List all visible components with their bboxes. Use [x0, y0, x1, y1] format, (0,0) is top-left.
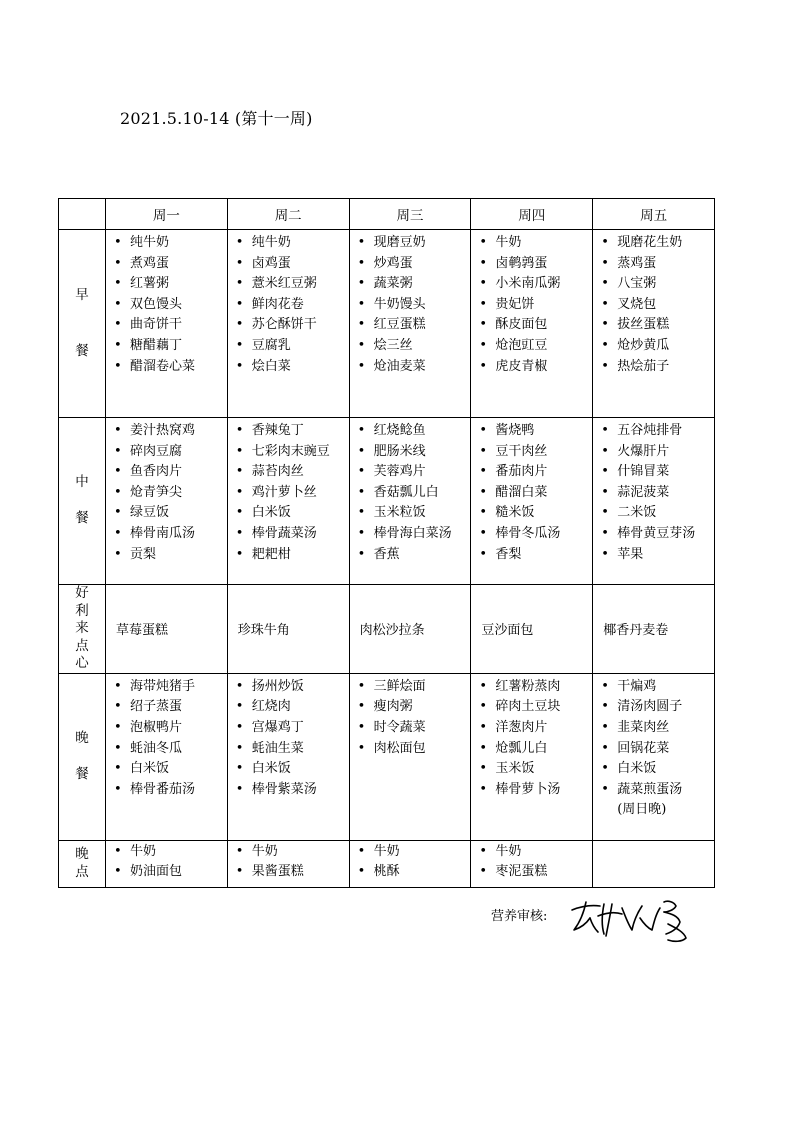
menu-item: • 鲜肉花卷	[236, 295, 349, 316]
menu-item: • 白米饭	[601, 759, 714, 780]
day-header: 周五	[593, 199, 715, 230]
menu-item: • 清汤肉圆子	[601, 697, 714, 718]
menu-item: • 二米饭	[601, 503, 714, 524]
menu-cell	[471, 230, 593, 418]
menu-cell	[349, 418, 471, 585]
menu-list	[228, 418, 349, 569]
snack-row	[59, 585, 715, 674]
menu-cell	[593, 230, 715, 418]
menu-list	[593, 841, 714, 846]
menu-cell	[471, 418, 593, 585]
menu-cell	[227, 418, 349, 585]
menu-item: • 虎皮青椒	[479, 357, 592, 378]
menu-item: • 牛奶	[114, 842, 227, 863]
menu-list	[593, 418, 714, 569]
meal-label-char: 餐	[75, 765, 89, 782]
menu-item-note: (周日晚)	[617, 802, 667, 818]
meal-label-char: 餐	[75, 510, 89, 526]
menu-item: • 烩三丝	[358, 336, 471, 357]
label-chars	[75, 585, 89, 673]
meal-label	[59, 840, 106, 887]
menu-item: • 瘦肉粥	[358, 697, 471, 718]
snack-cell: 豆沙面包	[471, 585, 593, 674]
menu-cell	[349, 230, 471, 418]
menu-item: • 枣泥蛋糕	[479, 862, 592, 883]
label-chars	[75, 846, 89, 881]
menu-item: • 卤鸡蛋	[236, 254, 349, 275]
label-chars	[75, 474, 89, 527]
menu-item: • 豆腐乳	[236, 336, 349, 357]
menu-list	[106, 841, 227, 887]
menu-item: • 桃酥	[358, 862, 471, 883]
menu-item: • 蒸鸡蛋	[601, 254, 714, 275]
menu-item: • 蒜苔肉丝	[236, 462, 349, 483]
menu-item: • 煮鸡蛋	[114, 254, 227, 275]
menu-item: • 棒骨紫菜汤	[236, 780, 349, 801]
menu-list	[106, 230, 227, 381]
menu-item: • 韭菜肉丝	[601, 718, 714, 739]
menu-cell	[349, 673, 471, 840]
menu-item: • 玉米饭	[479, 759, 592, 780]
menu-list	[350, 418, 471, 569]
meal-label	[59, 230, 106, 418]
menu-item: • 泡椒鸭片	[114, 718, 227, 739]
menu-item: • 棒骨黄豆芽汤	[601, 524, 714, 545]
menu-item: • 芙蓉鸡片	[358, 462, 471, 483]
corner-cell	[59, 199, 106, 230]
meal-label-char: 早	[75, 286, 89, 303]
menu-item: • 火爆肝片	[601, 442, 714, 463]
menu-item: • 洋葱肉片	[479, 718, 592, 739]
menu-item: • 鸡汁萝卜丝	[236, 483, 349, 504]
dinner-row	[59, 673, 715, 840]
breakfast-row	[59, 230, 715, 418]
menu-item: • 白米饭	[236, 503, 349, 524]
menu-item: • 贡梨	[114, 545, 227, 566]
menu-item: • 蔬菜煎蛋汤	[601, 780, 714, 801]
menu-item: • 红烧肉	[236, 697, 349, 718]
menu-item: • 碎肉豆腐	[114, 442, 227, 463]
menu-cell	[593, 418, 715, 585]
day-header: 周三	[349, 199, 471, 230]
menu-item: • 蔬菜粥	[358, 274, 471, 295]
meal-label-char: 餐	[75, 342, 89, 359]
weekly-menu-table	[58, 198, 715, 888]
menu-item: • 蒜泥菠菜	[601, 483, 714, 504]
menu-item: • 棒骨海白菜汤	[358, 524, 471, 545]
menu-list	[471, 841, 592, 887]
meal-label-char: 点	[75, 863, 89, 880]
menu-list	[471, 230, 592, 381]
menu-item: • 回锅花菜	[601, 739, 714, 760]
menu-item: • 豆干肉丝	[479, 442, 592, 463]
menu-list	[350, 674, 471, 763]
menu-item: • 纯牛奶	[236, 233, 349, 254]
menu-item: • 棒骨萝卜汤	[479, 780, 592, 801]
menu-list	[228, 230, 349, 381]
menu-item: • 现磨豆奶	[358, 233, 471, 254]
menu-item: • 棒骨蔬菜汤	[236, 524, 349, 545]
menu-list	[228, 841, 349, 887]
label-chars	[75, 730, 89, 783]
menu-list	[106, 674, 227, 805]
menu-cell	[471, 673, 593, 840]
menu-item: • 炝青笋尖	[114, 483, 227, 504]
menu-item: • 牛奶	[479, 233, 592, 254]
meal-label-char: 心	[75, 655, 89, 672]
menu-item: • 酥皮面包	[479, 315, 592, 336]
menu-item: • 红薯粥	[114, 274, 227, 295]
label-chars	[75, 287, 89, 360]
menu-cell	[106, 230, 228, 418]
menu-item: • 双色馒头	[114, 295, 227, 316]
menu-list	[350, 841, 471, 887]
meal-label-char: 晚	[75, 730, 89, 747]
night-snack-row	[59, 840, 715, 887]
menu-cell	[227, 840, 349, 887]
meal-label-char: 好	[75, 585, 89, 601]
meal-label-char: 来	[75, 620, 89, 637]
menu-item: • 碎肉土豆块	[479, 697, 592, 718]
menu-item: • 七彩肉末豌豆	[236, 442, 349, 463]
menu-item: • 奶油面包	[114, 862, 227, 883]
day-header: 周二	[227, 199, 349, 230]
menu-item: • 白米饭	[114, 759, 227, 780]
menu-list	[228, 674, 349, 805]
menu-item: • 小米南瓜粥	[479, 274, 592, 295]
menu-cell	[227, 230, 349, 418]
menu-item: • 鱼香肉片	[114, 462, 227, 483]
menu-item: • 炝瓢儿白	[479, 739, 592, 760]
menu-item: • 宫爆鸡丁	[236, 718, 349, 739]
menu-item: • 香辣兔丁	[236, 421, 349, 442]
menu-item: • 醋溜卷心菜	[114, 357, 227, 378]
snack-cell: 草莓蛋糕	[106, 585, 228, 674]
menu-item: • 纯牛奶	[114, 233, 227, 254]
menu-list	[471, 674, 592, 805]
menu-item: • 玉米粒饭	[358, 503, 471, 524]
menu-item: • 香菇瓢儿白	[358, 483, 471, 504]
menu-cell	[593, 840, 715, 887]
menu-item: • 牛奶	[479, 842, 592, 863]
menu-cell	[106, 673, 228, 840]
snack-cell: 珍珠牛角	[227, 585, 349, 674]
meal-label-char: 点	[75, 637, 89, 654]
day-header: 周一	[106, 199, 228, 230]
menu-item: • 红烧鲶鱼	[358, 421, 471, 442]
menu-list	[471, 418, 592, 569]
menu-item: • 棒骨南瓜汤	[114, 524, 227, 545]
menu-cell	[471, 840, 593, 887]
menu-item: • 炝泡豇豆	[479, 336, 592, 357]
menu-item: • 糙米饭	[479, 503, 592, 524]
snack-cell: 椰香丹麦卷	[593, 585, 715, 674]
menu-item: • 肥肠米线	[358, 442, 471, 463]
menu-item: • 香蕉	[358, 545, 471, 566]
menu-item: • 时令蔬菜	[358, 718, 471, 739]
menu-item: • 番茄肉片	[479, 462, 592, 483]
menu-list	[593, 230, 714, 381]
menu-item: • 红薯粉蒸肉	[479, 677, 592, 698]
menu-item: • 八宝粥	[601, 274, 714, 295]
menu-list	[593, 674, 714, 825]
menu-item: • 热烩茄子	[601, 357, 714, 378]
menu-cell	[106, 840, 228, 887]
menu-item: • 叉烧包	[601, 295, 714, 316]
menu-list	[106, 418, 227, 569]
menu-item: • 红豆蛋糕	[358, 315, 471, 336]
menu-item: • 果酱蛋糕	[236, 862, 349, 883]
meal-label	[59, 673, 106, 840]
menu-item: • 扬州炒饭	[236, 677, 349, 698]
menu-cell	[106, 418, 228, 585]
menu-item: • 绿豆饭	[114, 503, 227, 524]
menu-item: • 牛奶	[236, 842, 349, 863]
menu-item: • 牛奶馒头	[358, 295, 471, 316]
menu-item: • 牛奶	[358, 842, 471, 863]
menu-item: • 卤鹌鹑蛋	[479, 254, 592, 275]
menu-item: • 蚝油冬瓜	[114, 739, 227, 760]
menu-item: • 香梨	[479, 545, 592, 566]
approval-label: 营养审核:	[491, 909, 548, 924]
snack-cell: 肉松沙拉条	[349, 585, 471, 674]
menu-list	[350, 230, 471, 381]
menu-cell	[349, 840, 471, 887]
menu-item: • 棒骨冬瓜汤	[479, 524, 592, 545]
menu-item: • 酱烧鸭	[479, 421, 592, 442]
menu-item: • 蚝油生菜	[236, 739, 349, 760]
page-title: 2021.5.10-14 (第十一周)	[120, 109, 313, 128]
menu-item: • 苏仑酥饼干	[236, 315, 349, 336]
menu-cell	[593, 673, 715, 840]
menu-item: • 贵妃饼	[479, 295, 592, 316]
menu-item: • 糖醋藕丁	[114, 336, 227, 357]
menu-item: • 曲奇饼干	[114, 315, 227, 336]
menu-item: • 炝炒黄瓜	[601, 336, 714, 357]
day-header: 周四	[471, 199, 593, 230]
signature-image	[568, 894, 700, 946]
menu-item: • 烩白菜	[236, 357, 349, 378]
menu-item: • 现磨花生奶	[601, 233, 714, 254]
menu-item: • 肉松面包	[358, 739, 471, 760]
meal-label-char: 利	[75, 602, 89, 619]
menu-item: • 苹果	[601, 545, 714, 566]
menu-item: • 姜汁热窝鸡	[114, 421, 227, 442]
menu-item: • 棒骨番茄汤	[114, 780, 227, 801]
menu-item: • 炒鸡蛋	[358, 254, 471, 275]
menu-item: • 三鲜烩面	[358, 677, 471, 698]
menu-item: • 炝油麦菜	[358, 357, 471, 378]
menu-cell	[227, 673, 349, 840]
menu-item: • 五谷炖排骨	[601, 421, 714, 442]
meal-label	[59, 418, 106, 585]
menu-item: • 海带炖猪手	[114, 677, 227, 698]
meal-label-char: 晚	[75, 846, 89, 863]
menu-item: • 拔丝蛋糕	[601, 315, 714, 336]
menu-item: • 薏米红豆粥	[236, 274, 349, 295]
menu-item: • 什锦冒菜	[601, 462, 714, 483]
meal-label-char: 中	[75, 474, 89, 491]
menu-item: • 绍子蒸蛋	[114, 697, 227, 718]
menu-item: • 耙耙柑	[236, 545, 349, 566]
lunch-row	[59, 418, 715, 585]
menu-item: • 醋溜白菜	[479, 483, 592, 504]
header-row	[59, 199, 715, 230]
menu-item: • 干煸鸡	[601, 677, 714, 698]
menu-item: • 白米饭	[236, 759, 349, 780]
meal-label	[59, 585, 106, 674]
